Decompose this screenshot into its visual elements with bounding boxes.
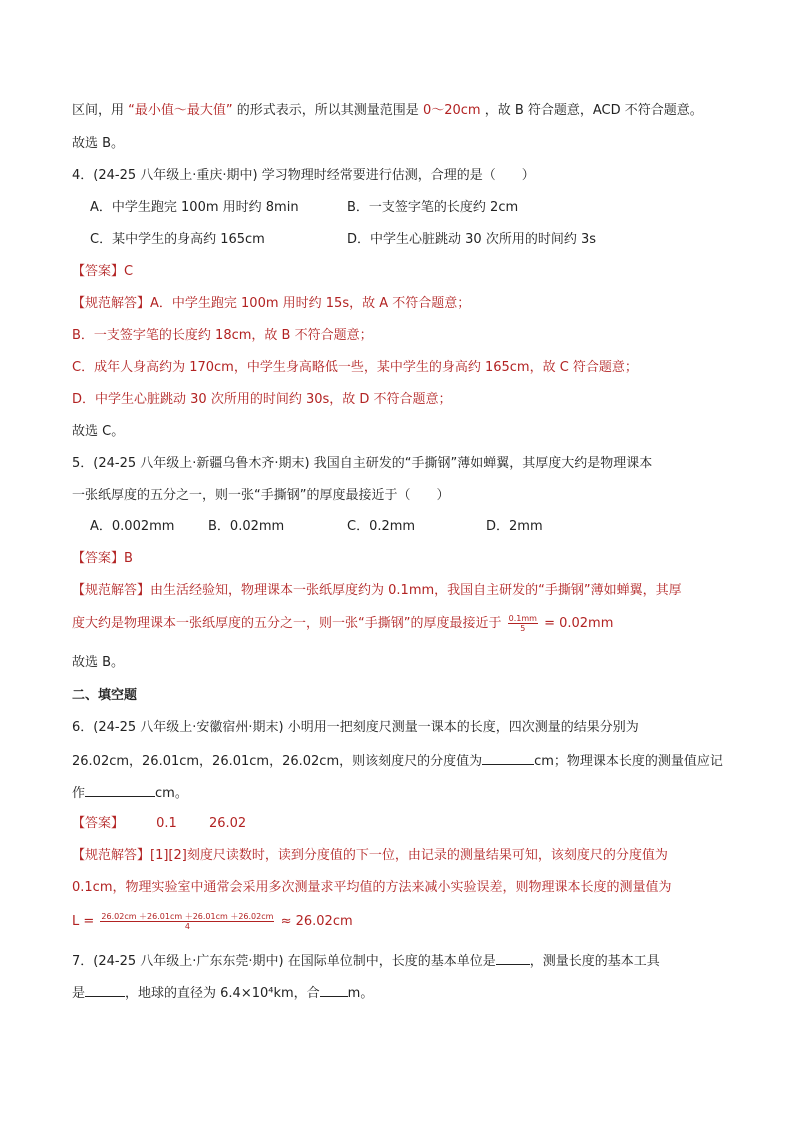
fraction-denominator: 4 bbox=[184, 922, 190, 931]
fraction bbox=[100, 912, 274, 931]
solution-tag: 【规范解答】 bbox=[72, 296, 151, 311]
fraction-numerator: 26.02cm ＋26.01cm ＋26.01cm ＋26.02cm bbox=[101, 912, 274, 921]
solution-text: A．中学生跑完 100m 用时约 15s，故 A 不符合题意； bbox=[150, 296, 471, 311]
fill-blank-3[interactable] bbox=[320, 982, 348, 997]
section-heading: 二、填空题 bbox=[72, 688, 138, 703]
text: ，故 B 符合题意，ACD 不符合题意。 bbox=[484, 103, 703, 118]
q4-solution-line-1 bbox=[72, 294, 470, 314]
answer-tag: 【答案】 bbox=[72, 264, 125, 279]
q5-option-a: A．0.002mm bbox=[90, 519, 175, 534]
question-4-stem: 4．(24-25 八年级上·重庆·期中) 学习物理时经常要进行估测，合理的是（ ） bbox=[72, 168, 535, 183]
q5-conclusion: 故选 B。 bbox=[72, 655, 125, 670]
q4-option-b: B．一支签字笔的长度约 2cm bbox=[347, 200, 519, 215]
q5-option-c: C．0.2mm bbox=[347, 519, 416, 534]
equation-rhs: ≈ 26.02cm bbox=[280, 914, 353, 929]
q5-option-b: B．0.02mm bbox=[208, 519, 285, 534]
q4-solution-line-2: B．一支签字笔的长度约 18cm，故 B 不符合题意； bbox=[72, 328, 373, 343]
answer-tag: 【答案】 bbox=[72, 551, 125, 566]
question-5-stem-1: 5．(24-25 八年级上·新疆乌鲁木齐·期末) 我国自主研发的“手撕钢”薄如蝉翼，其厚度大约是物理课本 bbox=[72, 456, 653, 471]
question-6-stem-2 bbox=[72, 750, 723, 772]
continuation-line-2: 故选 B。 bbox=[72, 136, 125, 151]
solution-text: “手撕钢” bbox=[538, 583, 591, 598]
fraction-denominator: 5 bbox=[520, 624, 526, 633]
answer-value: C bbox=[124, 264, 134, 279]
solution-text: [1][2]刻度尺读数时，读到分度值的下一位，由记录的测量结果可知，该刻度尺的分度值为 bbox=[150, 848, 668, 863]
fill-blank-2[interactable] bbox=[85, 982, 125, 997]
solution-tag: 【规范解答】 bbox=[72, 848, 151, 863]
answer-value: B bbox=[124, 551, 133, 566]
text: 是 bbox=[72, 986, 86, 1001]
q4-conclusion: 故选 C。 bbox=[72, 424, 125, 439]
q6-answer bbox=[72, 814, 246, 834]
fraction bbox=[508, 614, 538, 633]
text: 7．(24-25 八年级上·广东东莞·期中) 在国际单位制中，长度的基本单位是 bbox=[72, 954, 496, 969]
q4-answer bbox=[72, 262, 133, 282]
highlight-text: “最小值～最大值” bbox=[128, 103, 233, 118]
equation-lhs: L = bbox=[72, 914, 95, 929]
question-6-stem-3 bbox=[72, 782, 188, 804]
solution-text: = 0.02mm bbox=[544, 616, 614, 631]
q5-answer bbox=[72, 549, 133, 569]
text: 作 bbox=[72, 786, 86, 801]
text: m。 bbox=[347, 986, 374, 1001]
answer-tag: 【答案】 bbox=[72, 816, 125, 831]
solution-text: 薄如蝉翼，其厚 bbox=[590, 583, 682, 598]
solution-tag: 【规范解答】 bbox=[72, 583, 151, 598]
solution-text: 度大约是物理课本一张纸厚度的五分之一，则一张“手撕钢”的厚度最接近于 bbox=[72, 616, 502, 631]
fill-blank-2[interactable] bbox=[85, 782, 155, 797]
q5-option-d: D．2mm bbox=[486, 519, 543, 534]
continuation-line-1 bbox=[72, 101, 703, 121]
fill-blank-1[interactable] bbox=[482, 750, 534, 765]
answer-value-1: 0.1 bbox=[156, 816, 177, 831]
q4-solution-line-4: D．中学生心脏跳动 30 次所用的时间约 30s，故 D 不符合题意； bbox=[72, 392, 452, 407]
text: ，测量长度的基本工具 bbox=[529, 954, 660, 969]
question-7-stem-1 bbox=[72, 950, 660, 972]
q6-solution-line-3 bbox=[72, 912, 353, 932]
question-6-stem-1: 6．(24-25 八年级上·安徽宿州·期末) 小明用一把刻度尺测量一课本的长度，四次测量的结果分别为 bbox=[72, 720, 639, 735]
text: 区间，用 bbox=[72, 103, 125, 118]
highlight-text: 0～20cm bbox=[422, 103, 481, 118]
answer-value-2: 26.02 bbox=[208, 816, 247, 831]
question-5-stem-2: 一张纸厚度的五分之一，则一张“手撕钢”的厚度最接近于（ ） bbox=[72, 488, 450, 503]
q6-solution-line-1 bbox=[72, 846, 668, 866]
text: cm。 bbox=[155, 786, 188, 801]
fill-blank-1[interactable] bbox=[496, 950, 530, 965]
q4-option-c: C．某中学生的身高约 165cm bbox=[90, 232, 265, 247]
question-7-stem-2 bbox=[72, 982, 373, 1004]
solution-text: 由生活经验知，物理课本一张纸厚度约为 0.1mm，我国自主研发的 bbox=[150, 583, 539, 598]
text: 26.02cm，26.01cm，26.01cm，26.02cm，则该刻度尺的分度值为 bbox=[72, 754, 483, 769]
text: cm；物理课本长度的测量值应记 bbox=[534, 754, 723, 769]
fraction-numerator: 0.1mm bbox=[508, 614, 537, 623]
q4-option-a: A．中学生跑完 100m 用时约 8min bbox=[90, 200, 299, 215]
q5-solution-line-2 bbox=[72, 614, 613, 634]
text: ，地球的直径为 6.4×10⁴km，合 bbox=[125, 986, 320, 1001]
q6-solution-line-2: 0.1cm，物理实验室中通常会采用多次测量求平均值的方法来减小实验误差，则物理课本长度的测量值为 bbox=[72, 880, 672, 895]
q4-solution-line-3: C．成年人身高约为 170cm，中学生身高略低一些，某中学生的身高约 165cm，故 C 符合题意； bbox=[72, 360, 638, 375]
text: 的形式表示，所以其测量范围是 bbox=[236, 103, 419, 118]
q5-solution-line-1 bbox=[72, 581, 682, 601]
q4-option-d: D．中学生心脏跳动 30 次所用的时间约 3s bbox=[347, 232, 596, 247]
